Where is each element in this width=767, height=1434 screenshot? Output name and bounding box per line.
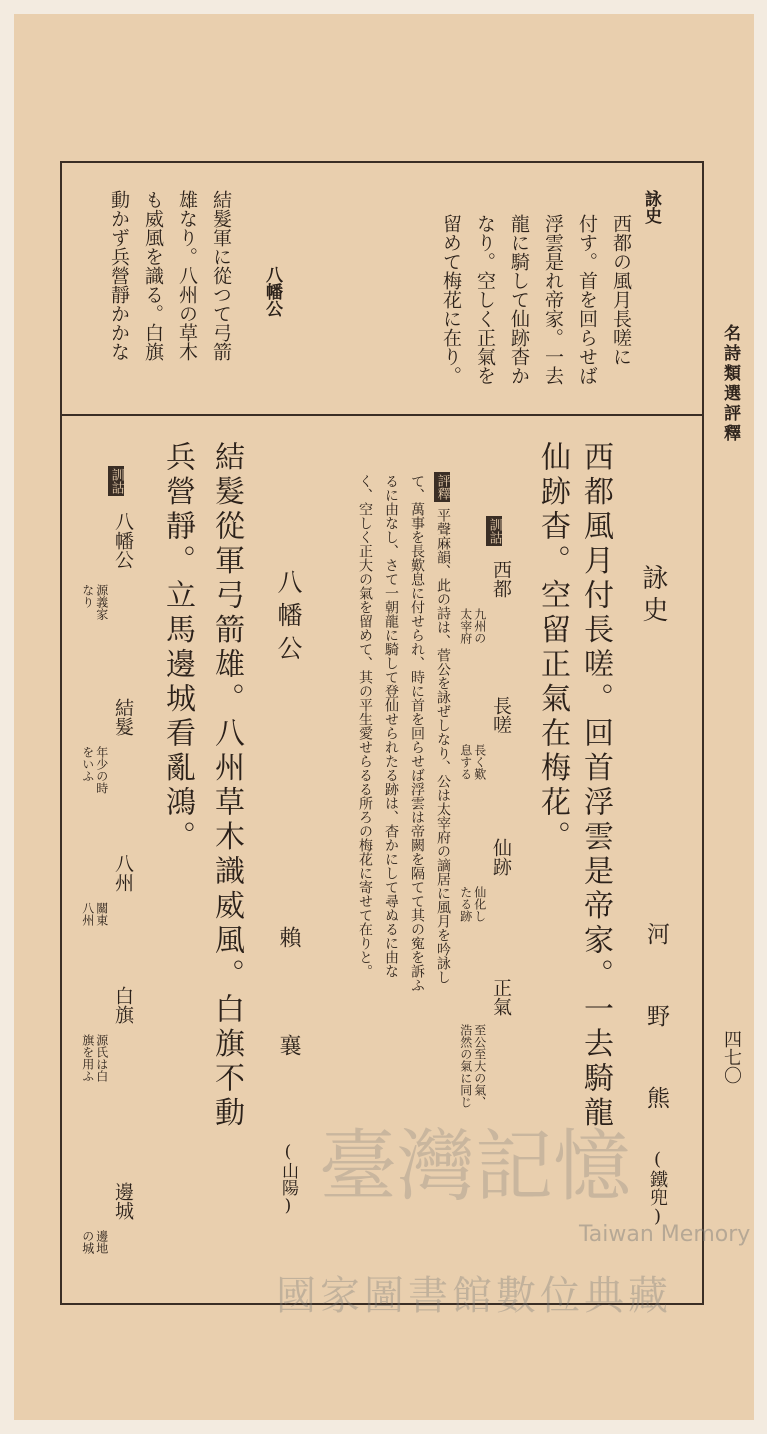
top-poem1-line: 留めて梅花に在り。 <box>440 214 462 385</box>
gloss-note: 源義家 <box>94 584 109 620</box>
comment-line: るに由なし、さて一朝龍に騎して登仙せられたる跡は、杳かにして尋ぬるに由な <box>383 474 399 978</box>
section1-author: 河 野 熊 <box>643 922 669 1127</box>
page-number: 四七〇 <box>721 1030 742 1084</box>
top-poem1-line: 浮雲是れ帝家。一去 <box>542 214 564 385</box>
gloss-note: 邊地 <box>94 1230 109 1254</box>
top-poem1-line: 西都の風月長嗟に <box>610 214 632 366</box>
watermark-text: 國家圖書館數位典藏 <box>276 1273 672 1319</box>
gloss-term: 結髮 <box>112 698 134 736</box>
gloss-note: 關東 <box>94 902 109 926</box>
comment-tag: 評釋 <box>434 474 450 500</box>
section1-verse-line: 仙跡杳。空留正氣在梅花。 <box>535 441 570 855</box>
top-poem2-title: 八幡公 <box>262 266 282 317</box>
top-poem2-line: 動かず兵營靜かかな <box>108 190 130 361</box>
watermark-english: Taiwan Memory <box>579 1222 751 1247</box>
top-poem1-line: なり。空しく正氣を <box>474 214 496 385</box>
gloss-note: 至公至大の氣、 <box>472 1024 487 1108</box>
gloss-note: 旗を用ふ <box>80 1034 95 1082</box>
gloss-term: 白旗 <box>112 986 134 1024</box>
gloss-note: 源氏は白 <box>94 1034 109 1082</box>
gloss-note: 仙化し <box>472 886 487 922</box>
watermark-logo: 臺灣記憶 <box>319 1122 632 1212</box>
gloss-note: 息する <box>458 744 473 780</box>
gloss-term: 八州 <box>112 854 134 892</box>
gloss-term: 正氣 <box>490 978 512 1016</box>
section2-gloss <box>80 466 146 1266</box>
comment-line: て、萬事を長歎息に付せられ、時に首を回らせば浮雲は帝闕を隔てて其の寃を訴ふ <box>409 474 425 992</box>
section1-title: 詠史 <box>638 564 668 628</box>
gloss-note: なり <box>80 584 95 608</box>
gloss-note: 年少の時 <box>94 746 109 794</box>
gloss-note: 八州 <box>80 902 95 926</box>
gloss-note: 長く歎 <box>472 744 487 780</box>
comment-line: 平聲麻韻、此の詩は、菅公を詠ぜしなり、公は太宰府の謫居に風月を吟詠し <box>435 508 451 984</box>
top-poem1-line: 龍に騎して仙跡杳か <box>508 214 530 385</box>
gloss-note: 九州の <box>472 608 487 644</box>
gloss-tag: 訓詁 <box>108 468 124 494</box>
section1-verse-line: 西都風月付長嗟。回首浮雲是帝家。一去騎龍 <box>578 441 613 1131</box>
gloss-term: 八幡公 <box>112 512 134 569</box>
top-poem1-line: 付す。首を回らせば <box>576 214 598 385</box>
gloss-term: 仙跡 <box>490 838 512 876</box>
top-poem2-line: も威風を識る。白旗 <box>142 190 164 361</box>
section2-verse-line: 兵營靜。立馬邊城看亂鴻。 <box>160 441 195 855</box>
gloss-note: たる跡 <box>458 886 473 922</box>
gloss-note: 太宰府 <box>458 608 473 644</box>
section2-author-note: (山陽) <box>278 1142 298 1216</box>
top-poem2-line: 雄なり。八州の草木 <box>176 190 198 361</box>
book-title: 名詩類選評釋 <box>720 324 740 444</box>
gloss-term: 邊城 <box>112 1182 134 1220</box>
section2-author: 賴 襄 <box>276 926 301 1070</box>
top-poem2-line: 結髮軍に從つて弓箭 <box>210 190 232 361</box>
comment-line: く、空しく正大の氣を留めて、其の平生愛せらるる所ろの梅花に寄せて在りと。 <box>357 474 373 978</box>
section1-gloss <box>458 516 524 1166</box>
top-poem1-title: 詠史 <box>641 190 661 224</box>
gloss-note: をいふ <box>80 746 95 782</box>
gloss-note: 浩然の氣に同じ <box>458 1024 473 1108</box>
gloss-term: 西都 <box>490 560 512 598</box>
section1-author-note: (鐵兜) <box>647 1149 668 1227</box>
panel-divider <box>60 414 704 416</box>
gloss-term: 長嗟 <box>490 696 512 734</box>
section2-title: 八幡公 <box>274 569 303 668</box>
gloss-note: の城 <box>80 1230 95 1254</box>
book-page <box>14 14 754 1420</box>
gloss-tag: 訓詁 <box>486 518 502 544</box>
section2-verse-line: 結髮從軍弓箭雄。八州草木識威風。白旗不動 <box>209 441 244 1131</box>
